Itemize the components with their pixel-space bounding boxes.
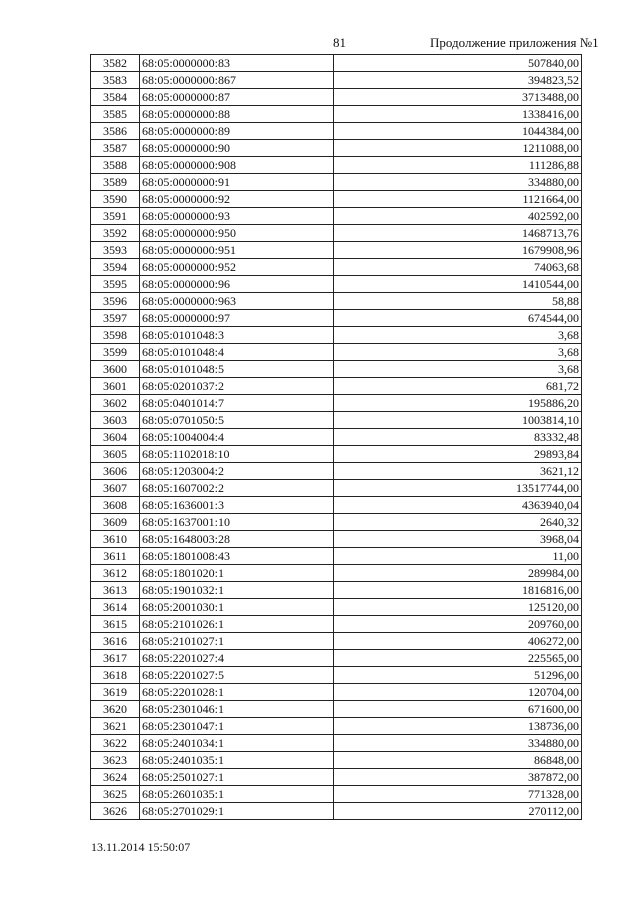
table-row [91, 157, 582, 174]
cadastral-number-cell: 68:05:2201027:4 [140, 650, 334, 667]
table-row [91, 718, 582, 735]
cadastral-value-cell: 4363940,04 [334, 497, 582, 514]
cadastral-value-cell: 209760,00 [334, 616, 582, 633]
cadastral-number-cell: 68:05:0000000:90 [140, 140, 334, 157]
cadastral-value-cell: 51296,00 [334, 667, 582, 684]
row-number-cell: 3599 [91, 344, 140, 361]
table-row [91, 327, 582, 344]
cadastral-value-cell: 334880,00 [334, 735, 582, 752]
cadastral-value-cell: 2640,32 [334, 514, 582, 531]
row-number-cell: 3598 [91, 327, 140, 344]
row-number-cell: 3591 [91, 208, 140, 225]
cadastral-value-cell: 3713488,00 [334, 89, 582, 106]
cadastral-value-cell: 394823,52 [334, 72, 582, 89]
cadastral-value-cell: 3,68 [334, 327, 582, 344]
cadastral-value-cell: 3621,12 [334, 463, 582, 480]
cadastral-value-cell: 225565,00 [334, 650, 582, 667]
cadastral-number-cell: 68:05:2201028:1 [140, 684, 334, 701]
cadastral-number-cell: 68:05:0000000:867 [140, 72, 334, 89]
table-row [91, 633, 582, 650]
row-number-cell: 3583 [91, 72, 140, 89]
row-number-cell: 3622 [91, 735, 140, 752]
cadastral-number-cell: 68:05:0000000:93 [140, 208, 334, 225]
row-number-cell: 3588 [91, 157, 140, 174]
cadastral-number-cell: 68:05:0201037:2 [140, 378, 334, 395]
cadastral-number-cell: 68:05:0401014:7 [140, 395, 334, 412]
cadastral-number-cell: 68:05:0000000:96 [140, 276, 334, 293]
table-row [91, 55, 582, 72]
page-header-title: Продолжение приложения №1 [430, 35, 599, 50]
cadastral-value-cell: 1468713,76 [334, 225, 582, 242]
cadastral-value-cell: 402592,00 [334, 208, 582, 225]
cadastral-number-cell: 68:05:0000000:950 [140, 225, 334, 242]
cadastral-number-cell: 68:05:0101048:5 [140, 361, 334, 378]
cadastral-value-cell: 1121664,00 [334, 191, 582, 208]
cadastral-number-cell: 68:05:2401035:1 [140, 752, 334, 769]
cadastral-number-cell: 68:05:0000000:88 [140, 106, 334, 123]
table-row [91, 565, 582, 582]
row-number-cell: 3604 [91, 429, 140, 446]
table-row [91, 208, 582, 225]
row-number-cell: 3603 [91, 412, 140, 429]
cadastral-number-cell: 68:05:2301047:1 [140, 718, 334, 735]
table-row [91, 531, 582, 548]
cadastral-value-cell: 1410544,00 [334, 276, 582, 293]
cadastral-value-cell: 86848,00 [334, 752, 582, 769]
cadastral-value-cell: 11,00 [334, 548, 582, 565]
cadastral-value-cell: 3,68 [334, 361, 582, 378]
page-number: 81 [333, 35, 346, 50]
cadastral-value-cell: 1044384,00 [334, 123, 582, 140]
cadastral-value-cell: 120704,00 [334, 684, 582, 701]
cadastral-value-cell: 125120,00 [334, 599, 582, 616]
cadastral-number-cell: 68:05:0701050:5 [140, 412, 334, 429]
cadastral-number-cell: 68:05:1004004:4 [140, 429, 334, 446]
row-number-cell: 3596 [91, 293, 140, 310]
table-row [91, 786, 582, 803]
cadastral-value-cell: 387872,00 [334, 769, 582, 786]
cadastral-number-cell: 68:05:1637001:10 [140, 514, 334, 531]
row-number-cell: 3593 [91, 242, 140, 259]
row-number-cell: 3592 [91, 225, 140, 242]
cadastral-number-cell: 68:05:2101026:1 [140, 616, 334, 633]
row-number-cell: 3595 [91, 276, 140, 293]
table-row [91, 803, 582, 820]
row-number-cell: 3585 [91, 106, 140, 123]
row-number-cell: 3626 [91, 803, 140, 820]
cadastral-number-cell: 68:05:0000000:87 [140, 89, 334, 106]
row-number-cell: 3615 [91, 616, 140, 633]
row-number-cell: 3607 [91, 480, 140, 497]
table-row [91, 752, 582, 769]
table-row [91, 650, 582, 667]
table-row [91, 463, 582, 480]
cadastral-value-cell: 13517744,00 [334, 480, 582, 497]
cadastral-value-cell: 195886,20 [334, 395, 582, 412]
row-number-cell: 3621 [91, 718, 140, 735]
table-row [91, 395, 582, 412]
cadastral-number-cell: 68:05:0000000:952 [140, 259, 334, 276]
row-number-cell: 3594 [91, 259, 140, 276]
cadastral-number-cell: 68:05:0000000:83 [140, 55, 334, 72]
cadastral-value-cell: 1816816,00 [334, 582, 582, 599]
table-row [91, 684, 582, 701]
cadastral-number-cell: 68:05:0000000:963 [140, 293, 334, 310]
cadastral-number-cell: 68:05:1801008:43 [140, 548, 334, 565]
cadastral-number-cell: 68:05:1648003:28 [140, 531, 334, 548]
table-row [91, 191, 582, 208]
cadastral-number-cell: 68:05:2701029:1 [140, 803, 334, 820]
cadastral-value-table [90, 54, 582, 820]
table-row [91, 344, 582, 361]
cadastral-number-cell: 68:05:0000000:92 [140, 191, 334, 208]
table-row [91, 225, 582, 242]
table-row [91, 548, 582, 565]
cadastral-value-cell: 674544,00 [334, 310, 582, 327]
row-number-cell: 3613 [91, 582, 140, 599]
table-row [91, 769, 582, 786]
cadastral-value-cell: 1338416,00 [334, 106, 582, 123]
row-number-cell: 3587 [91, 140, 140, 157]
table-row [91, 123, 582, 140]
table-row [91, 582, 582, 599]
cadastral-number-cell: 68:05:0101048:3 [140, 327, 334, 344]
cadastral-number-cell: 68:05:0000000:951 [140, 242, 334, 259]
table-row [91, 446, 582, 463]
cadastral-number-cell: 68:05:2001030:1 [140, 599, 334, 616]
cadastral-number-cell: 68:05:1102018:10 [140, 446, 334, 463]
row-number-cell: 3586 [91, 123, 140, 140]
row-number-cell: 3602 [91, 395, 140, 412]
row-number-cell: 3619 [91, 684, 140, 701]
row-number-cell: 3584 [91, 89, 140, 106]
cadastral-value-cell: 138736,00 [334, 718, 582, 735]
cadastral-value-cell: 74063,68 [334, 259, 582, 276]
table-row [91, 293, 582, 310]
cadastral-value-cell: 671600,00 [334, 701, 582, 718]
row-number-cell: 3618 [91, 667, 140, 684]
cadastral-value-cell: 1679908,96 [334, 242, 582, 259]
cadastral-number-cell: 68:05:1636001:3 [140, 497, 334, 514]
cadastral-number-cell: 68:05:2301046:1 [140, 701, 334, 718]
row-number-cell: 3625 [91, 786, 140, 803]
cadastral-number-cell: 68:05:0000000:908 [140, 157, 334, 174]
row-number-cell: 3611 [91, 548, 140, 565]
table-body [91, 55, 582, 820]
table-row [91, 599, 582, 616]
table-row [91, 497, 582, 514]
cadastral-number-cell: 68:05:2501027:1 [140, 769, 334, 786]
cadastral-value-cell: 83332,48 [334, 429, 582, 446]
table-row [91, 480, 582, 497]
table-row [91, 140, 582, 157]
row-number-cell: 3612 [91, 565, 140, 582]
cadastral-value-cell: 1003814,10 [334, 412, 582, 429]
cadastral-number-cell: 68:05:2101027:1 [140, 633, 334, 650]
table-row [91, 616, 582, 633]
table-row [91, 174, 582, 191]
cadastral-number-cell: 68:05:0000000:89 [140, 123, 334, 140]
row-number-cell: 3597 [91, 310, 140, 327]
row-number-cell: 3624 [91, 769, 140, 786]
cadastral-value-cell: 771328,00 [334, 786, 582, 803]
table-row [91, 378, 582, 395]
row-number-cell: 3589 [91, 174, 140, 191]
cadastral-number-cell: 68:05:2401034:1 [140, 735, 334, 752]
row-number-cell: 3617 [91, 650, 140, 667]
table-row [91, 276, 582, 293]
table-row [91, 89, 582, 106]
table-row [91, 701, 582, 718]
row-number-cell: 3605 [91, 446, 140, 463]
cadastral-value-cell: 111286,88 [334, 157, 582, 174]
table-row [91, 361, 582, 378]
cadastral-value-cell: 334880,00 [334, 174, 582, 191]
row-number-cell: 3582 [91, 55, 140, 72]
row-number-cell: 3590 [91, 191, 140, 208]
cadastral-value-cell: 270112,00 [334, 803, 582, 820]
row-number-cell: 3600 [91, 361, 140, 378]
cadastral-value-cell: 3968,04 [334, 531, 582, 548]
table-row [91, 259, 582, 276]
table-row [91, 242, 582, 259]
row-number-cell: 3608 [91, 497, 140, 514]
cadastral-value-cell: 507840,00 [334, 55, 582, 72]
cadastral-number-cell: 68:05:1801020:1 [140, 565, 334, 582]
row-number-cell: 3601 [91, 378, 140, 395]
cadastral-number-cell: 68:05:1203004:2 [140, 463, 334, 480]
print-timestamp: 13.11.2014 15:50:07 [91, 840, 191, 854]
cadastral-value-cell: 58,88 [334, 293, 582, 310]
table-row [91, 310, 582, 327]
row-number-cell: 3609 [91, 514, 140, 531]
row-number-cell: 3620 [91, 701, 140, 718]
table-row [91, 106, 582, 123]
cadastral-value-cell: 406272,00 [334, 633, 582, 650]
table-row [91, 667, 582, 684]
cadastral-number-cell: 68:05:1901032:1 [140, 582, 334, 599]
cadastral-number-cell: 68:05:0000000:91 [140, 174, 334, 191]
cadastral-number-cell: 68:05:1607002:2 [140, 480, 334, 497]
row-number-cell: 3606 [91, 463, 140, 480]
cadastral-value-cell: 29893,84 [334, 446, 582, 463]
table-row [91, 412, 582, 429]
cadastral-number-cell: 68:05:0000000:97 [140, 310, 334, 327]
cadastral-value-cell: 1211088,00 [334, 140, 582, 157]
cadastral-number-cell: 68:05:0101048:4 [140, 344, 334, 361]
table-row [91, 72, 582, 89]
table-row [91, 735, 582, 752]
row-number-cell: 3616 [91, 633, 140, 650]
cadastral-number-cell: 68:05:2201027:5 [140, 667, 334, 684]
cadastral-value-cell: 3,68 [334, 344, 582, 361]
table-row [91, 429, 582, 446]
row-number-cell: 3623 [91, 752, 140, 769]
table-row [91, 514, 582, 531]
row-number-cell: 3614 [91, 599, 140, 616]
row-number-cell: 3610 [91, 531, 140, 548]
cadastral-value-cell: 681,72 [334, 378, 582, 395]
cadastral-value-cell: 289984,00 [334, 565, 582, 582]
cadastral-number-cell: 68:05:2601035:1 [140, 786, 334, 803]
